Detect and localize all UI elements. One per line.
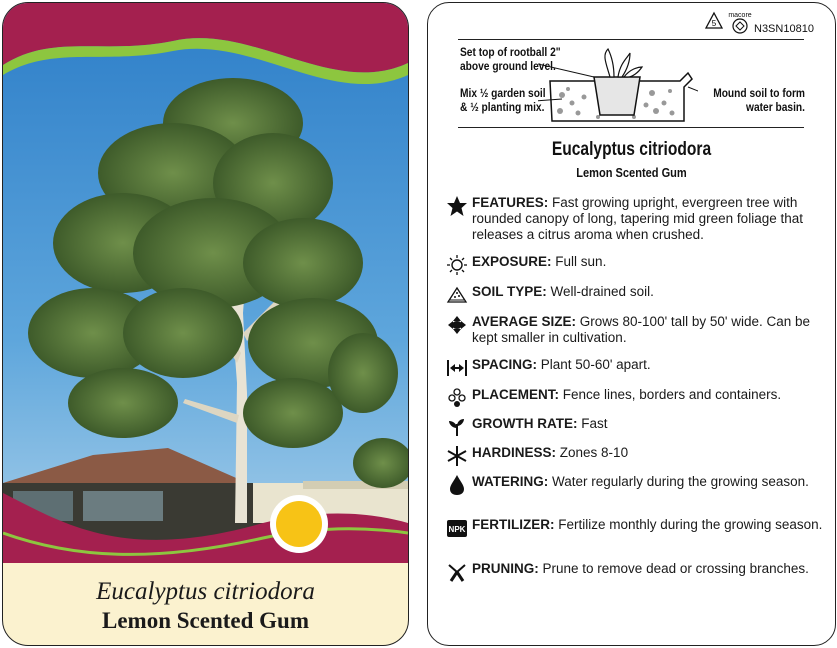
spacing-icon [446, 357, 468, 379]
info-text: Prune to remove dead or crossing branches. [542, 561, 809, 576]
macore-logo-icon [726, 9, 754, 35]
info-label: PRUNING: [472, 561, 539, 576]
top-divider [458, 39, 804, 40]
info-label: SOIL TYPE: [472, 284, 547, 299]
info-hardiness [446, 445, 831, 461]
sku-code: N3SN10810 [754, 23, 814, 35]
info-exposure [446, 254, 831, 270]
snowflake-icon [446, 445, 468, 467]
mid-divider [458, 127, 804, 128]
diagram-right-label: Mound soil to form water basin. [713, 86, 805, 114]
back-scientific-name: Eucalyptus citriodora [551, 139, 712, 160]
info-text: Fast growing upright, evergreen tree with rounded canopy of long, tapering mid green foliage that releases a citrus aroma when crushed. [472, 195, 803, 242]
info-fertilizer [446, 517, 831, 533]
info-text: Fence lines, borders and containers. [562, 387, 782, 402]
info-label: FEATURES: [472, 195, 549, 210]
planting-diagram [538, 43, 698, 123]
info-label: WATERING: [472, 474, 549, 489]
info-spacing [446, 357, 831, 373]
star-icon [446, 195, 468, 217]
info-text: Water regularly during the growing season. [552, 474, 809, 489]
front-common-name: Lemon Scented Gum [102, 608, 309, 633]
info-label: SPACING: [472, 357, 538, 372]
info-text: Fertilize monthly during the growing season. [558, 517, 823, 532]
info-text: Full sun. [555, 254, 607, 269]
info-label: HARDINESS: [472, 445, 557, 460]
back-common-name: Lemon Scented Gum [576, 165, 687, 180]
front-scientific-name: Eucalyptus citriodora [96, 578, 315, 605]
placement-icon [446, 387, 468, 409]
info-text: Zones 8-10 [559, 445, 629, 460]
info-pruning [446, 561, 831, 577]
info-soil-type [446, 284, 831, 300]
info-label: AVERAGE SIZE: [472, 314, 577, 329]
soil-icon [446, 284, 468, 306]
info-label: FERTILIZER: [472, 517, 555, 532]
info-watering [446, 474, 831, 490]
svg-text:5: 5 [711, 19, 717, 28]
info-placement [446, 387, 831, 403]
info-average-size [446, 314, 831, 346]
info-label: EXPOSURE: [472, 254, 552, 269]
size-icon [446, 314, 468, 336]
tree-photo [3, 3, 408, 563]
info-label: GROWTH RATE: [472, 416, 578, 431]
svg-text:NPK: NPK [448, 525, 466, 534]
sun-icon [446, 254, 468, 276]
pruner-icon [446, 561, 468, 583]
front-card [2, 2, 409, 646]
info-text: Fast [581, 416, 608, 431]
diagram-top-label: Set top of rootball 2" above ground level. [460, 45, 561, 73]
info-text: Grows 80-100' tall by 50' wide. Can be kept smaller in cultivation. [472, 314, 811, 345]
npk-icon [446, 517, 468, 539]
growth-icon [446, 416, 468, 438]
water-drop-icon [446, 474, 468, 496]
info-growth-rate [446, 416, 831, 432]
recycle-icon [704, 11, 724, 31]
svg-text:macore: macore [728, 12, 752, 19]
info-text: Plant 50-60' apart. [540, 357, 651, 372]
sun-badge-icon [276, 501, 322, 547]
info-text: Well-drained soil. [550, 284, 654, 299]
info-label: PLACEMENT: [472, 387, 559, 402]
back-card [427, 2, 836, 646]
info-features [446, 195, 831, 243]
diagram-left-label: Mix ½ garden soil & ½ planting mix. [460, 86, 546, 114]
